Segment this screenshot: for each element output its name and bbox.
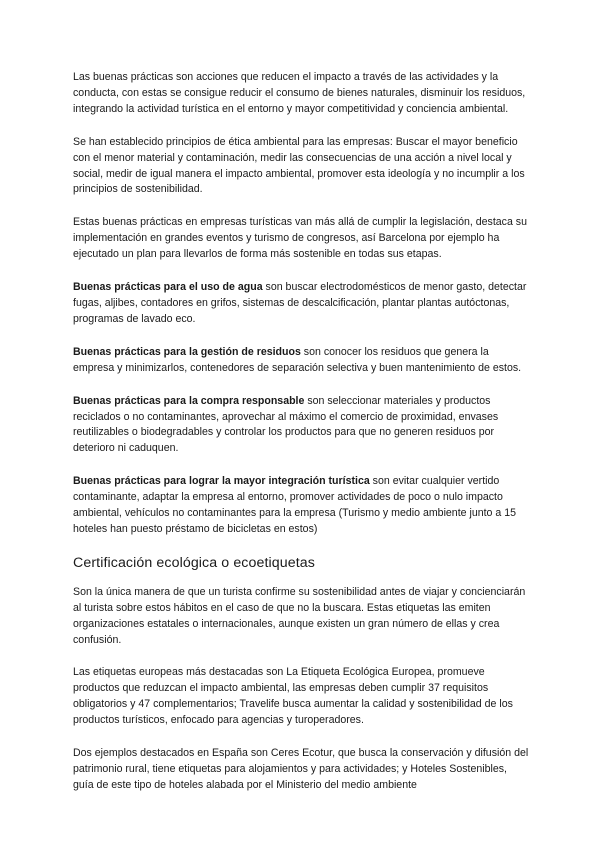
practice-purchase <box>73 394 529 458</box>
practice-waste-text: son conocer los residuos que genera la empresa y minimizarlos, contenedores de separación selectiva y buen mantenimiento de estos. <box>73 345 522 374</box>
practice-integration <box>73 474 529 538</box>
document-body <box>73 70 529 811</box>
practice-waste-title: Buenas prácticas para la gestión de residuos <box>73 345 301 358</box>
european-labels-paragraph: Las etiquetas europeas más destacadas son La Etiqueta Ecológica Europea, promueve productos que reduzcan el impacto ambiental, las empresas deben cumplir 37 requisitos obligatorios y 47 complementarios; Travelife busca aumentar la calidad y sostenibilidad de los productos turísticos, enfocado para agencias y turoperadores. <box>73 666 513 727</box>
practice-purchase-text: son seleccionar materiales y productos reciclados o no contaminantes, aprovechar al máximo el comercio de proximidad, envases reutilizables o biodegradables y controlar los productos para que no generen residuos por deterioro ni caduquen. <box>73 394 499 455</box>
ethics-paragraph: Se han establecido principios de ética ambiental para las empresas: Buscar el mayor beneficio con el menor material y contaminación, medir las consecuencias de una acción a nivel local y social, medir de igual manera el impacto ambiental, promover esta ideología y no incumplir a los principios de sostenibilidad. <box>73 135 525 196</box>
practice-purchase-title: Buenas prácticas para la compra responsable <box>73 394 305 407</box>
intro-paragraph: Las buenas prácticas son acciones que reducen el impacto a través de las actividades y la conducta, con estas se consigue reducir el consumo de bienes naturales, disminuir los residuos, integrando la actividad turística en el entorno y mayor competitividad y conciencia ambiental. <box>73 71 526 115</box>
practice-water-title: Buenas prácticas para el uso de agua <box>73 281 263 294</box>
section-heading: Certificación ecológica o ecoetiquetas <box>73 554 315 571</box>
practice-integration-text: son evitar cualquier vertido contaminante, adaptar la empresa al entorno, promover actividades de poco o nulo impacto ambiental, vehículos no contaminantes para la empresa (Turismo y medio ambiente junto a 15 hoteles han puesto préstamo de bicicletas en estos) <box>73 475 517 535</box>
practice-integration-title: Buenas prácticas para lograr la mayor integración turística <box>73 475 370 488</box>
ecolabel-paragraph: Son la única manera de que un turista confirme su sostenibilidad antes de viajar y concienciarán al turista sobre estos hábitos en el caso de que no la buscara. Estas etiquetas las emiten organizaciones estatales o internacionales, aunque existen un gran número de ellas y crea confusión. <box>73 585 526 646</box>
spain-labels-paragraph: Dos ejemplos destacados en España son Ceres Ecotur, que busca la conservación y difusión del patrimonio rural, tiene etiquetas para alojamientos y para actividades; y Hoteles Sostenibles, guía de este tipo de hoteles alabada por el Ministerio del medio ambiente <box>73 747 529 791</box>
practice-water <box>73 280 529 328</box>
events-paragraph: Estas buenas prácticas en empresas turísticas van más allá de cumplir la legislación, destaca su implementación en grandes eventos y turismo de congresos, así Barcelona por ejemplo ha ejecutado un plan para llevarlos de forma más sostenible en todas sus etapas. <box>73 216 527 261</box>
practice-water-text: son buscar electrodomésticos de menor gasto, detectar fugas, aljibes, contadores en grifos, sistemas de descalcificación, plantar plantas autóctonas, programas de lavado eco. <box>73 281 527 325</box>
practice-waste <box>73 345 529 377</box>
